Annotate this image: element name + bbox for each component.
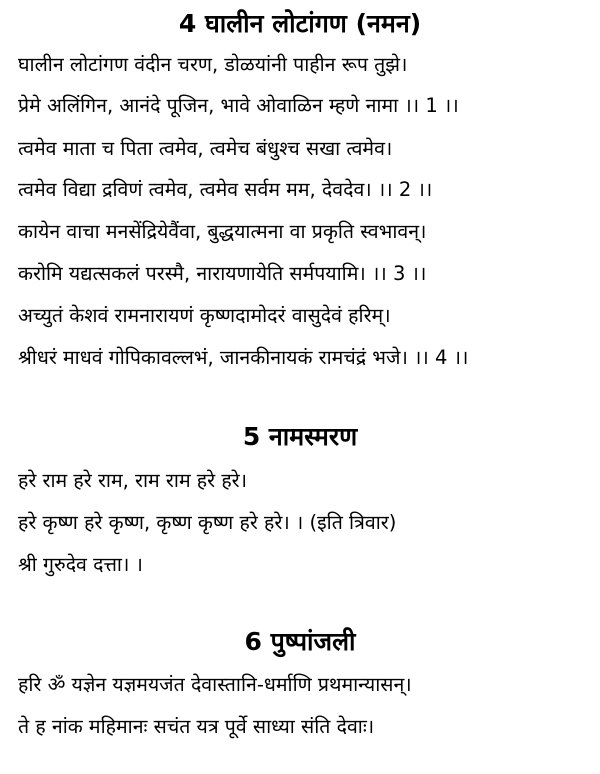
- verse-line: त्वमेव विद्या द्रविणं त्वमेव, त्वमेव सर्वम मम, देवदेव। ।। 2 ।।: [18, 178, 433, 201]
- verse-line: हरे राम हरे राम, राम राम हरे हरे।: [18, 469, 248, 492]
- verse-line: ते ह नांक महिमानः सचंत यत्र पूर्वे साध्या संति देवाः।: [18, 715, 375, 738]
- verse-line: श्रीधरं माधवं गोपिकावल्लभं, जानकीनायकं रामचंद्रं भजे। ।। 4 ।।: [18, 346, 469, 369]
- verse-line: घालीन लोटांगण वंदीन चरण, डोळयांनी पाहीन रूप तुझे।: [18, 53, 408, 76]
- verse-line: कायेन वाचा मनसेंद्रियेवैंवा, बुद्धयात्मना वा प्रकृति स्वभावन्।: [18, 220, 427, 243]
- section-heading-namasmaran: 5 नामस्मरण: [242, 422, 358, 451]
- verse-line: हरे कृष्ण हरे कृष्ण, कृष्ण कृष्ण हरे हरे। । (इति त्रिवार): [18, 511, 397, 534]
- verse-line: हरि ॐ यज्ञेन यज्ञमयजंत देवास्तानि-धर्माणि प्रथमान्यासन्।: [18, 673, 412, 696]
- verse-line: अच्युतं केशवं रामनारायणं कृष्णदामोदरं वासुदेवं हरिम्।: [18, 304, 391, 327]
- section-heading-naman: 4 घालीन लोटांगण (नमन): [178, 9, 422, 38]
- verse-line: श्री गुरुदेव दत्ता। ।: [18, 553, 143, 576]
- verse-line: प्रेमे अलिंगिन, आनंदे पूजिन, भावे ओवाळिन म्हणे नामा ।। 1 ।।: [18, 94, 459, 117]
- section-heading-pushpanjali: 6 पुष्पांजली: [244, 627, 356, 656]
- verse-line: करोमि यद्यत्सकलं परस्मै, नारायणायेति सर्मपयामि। ।। 3 ।।: [18, 262, 427, 285]
- verse-line: त्वमेव माता च पिता त्वमेव, त्वमेच बंधुश्च सखा त्वमेव।: [18, 137, 393, 160]
